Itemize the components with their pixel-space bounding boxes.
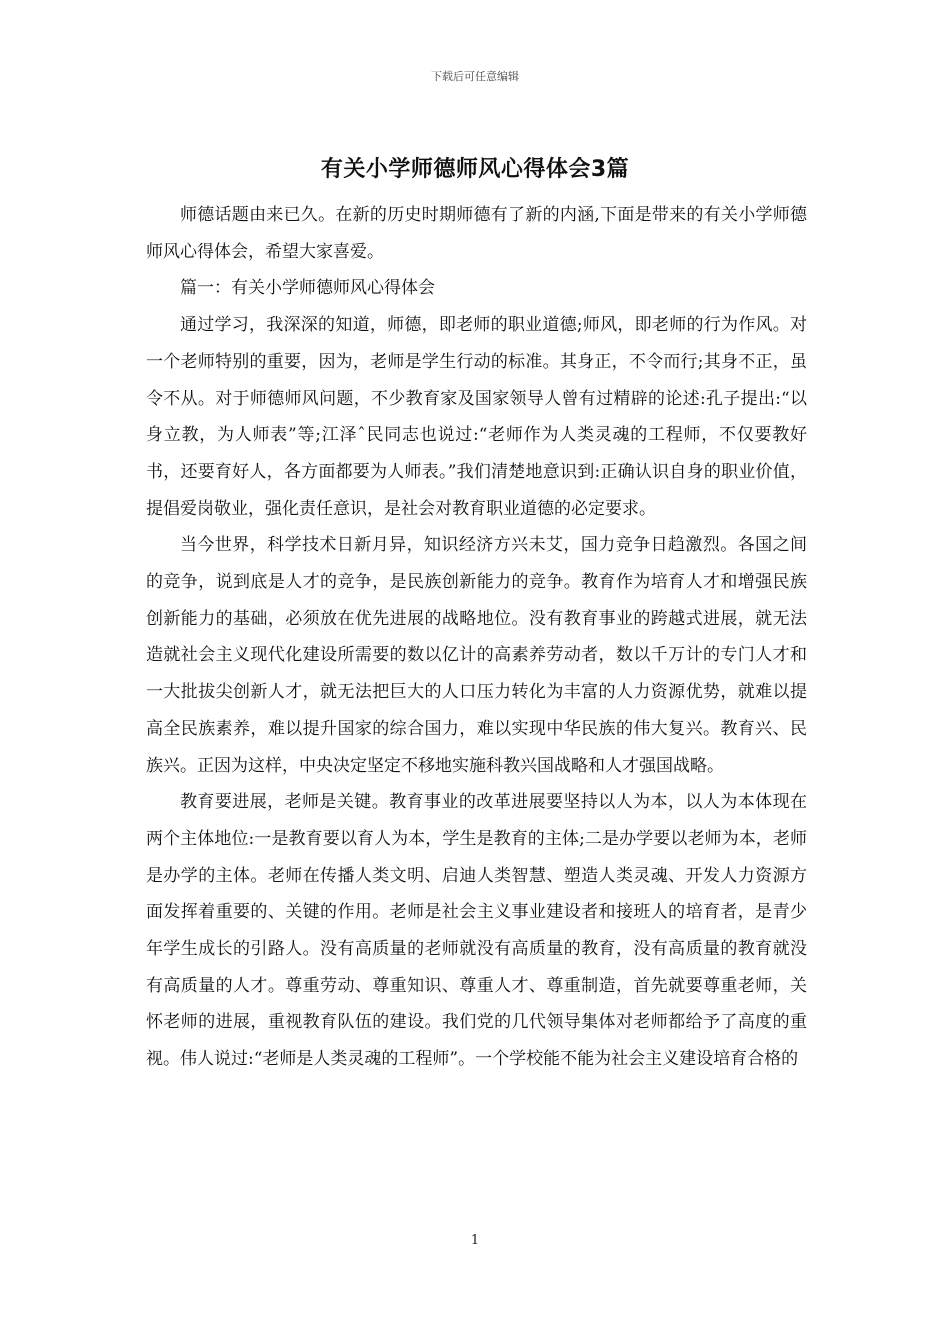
intro-paragraph: 师德话题由来已久。在新的历史时期师德有了新的内涵,下面是带来的有关小学师德师风心得体会，希望大家喜爱。 (146, 205, 807, 262)
section-heading: 篇一：有关小学师德师风心得体会 (180, 278, 435, 299)
page-header: 下载后可任意编辑 (431, 70, 519, 83)
body-paragraph: 当今世界，科学技术日新月异，知识经济方兴未艾，国力竞争日趋激烈。各国之间的竞争，说到底是人才的竞争，是民族创新能力的竞争。教育作为培育人才和增强民族创新能力的基础，必须放在优先进展的战略地位。没有教育事业的跨越式进展，就无法造就社会主义现代化建设所需要的数以亿计的高素养劳动者，数以千万计的专门人才和一大批拔尖创新人才，就无法把巨大的人口压力转化为丰富的人力资源优势，就难以提高全民族素养，难以提升国家的综合国力，难以实现中华民族的伟大复兴。教育兴、民族兴。正因为这样，中央决定坚定不移地实施科教兴国战略和人才强国战略。 (146, 535, 807, 776)
body-paragraph: 教育要进展，老师是关键。教育事业的改革进展要坚持以人为本，以人为本体现在两个主体地位:一是教育要以育人为本，学生是教育的主体;二是办学要以老师为本，老师是办学的主体。老师在传播人类文明、启迪人类智慧、塑造人类灵魂、开发人力资源方面发挥着重要的、关键的作用。老师是社会主义事业建设者和接班人的培育者，是青少年学生成长的引路人。没有高质量的老师就没有高质量的教育，没有高质量的教育就没有高质量的人才。尊重劳动、尊重知识、尊重人才、尊重制造，首先就要尊重老师，关怀老师的进展，重视教育队伍的建设。我们党的几代领导集体对老师都给予了高度的重视。伟人说过:“老师是人类灵魂的工程师”。一个学校能不能为社会主义建设培育合格的 (146, 792, 807, 1070)
document-title: 有关小学师德师风心得体会3篇 (320, 157, 630, 182)
body-paragraph: 通过学习，我深深的知道，师德，即老师的职业道德;师风，即老师的行为作风。对一个老师特别的重要，因为，老师是学生行动的标准。其身正，不令而行;其身不正，虽令不从。对于师德师风问题，不少教育家及国家领导人曾有过精辟的论述:孔子提出:“以身立教，为人师表”等;江泽ˆ民同志也说过:“老师作为人类灵魂的工程师，不仅要教好书，还要育好人，各方面都要为人师表。”我们清楚地意识到:正确认识自身的职业价值，提倡爱岗敬业，强化责任意识，是社会对教育职业道德的必定要求。 (146, 315, 807, 519)
page-number: 1 (470, 1233, 480, 1248)
document-body (146, 197, 807, 1078)
